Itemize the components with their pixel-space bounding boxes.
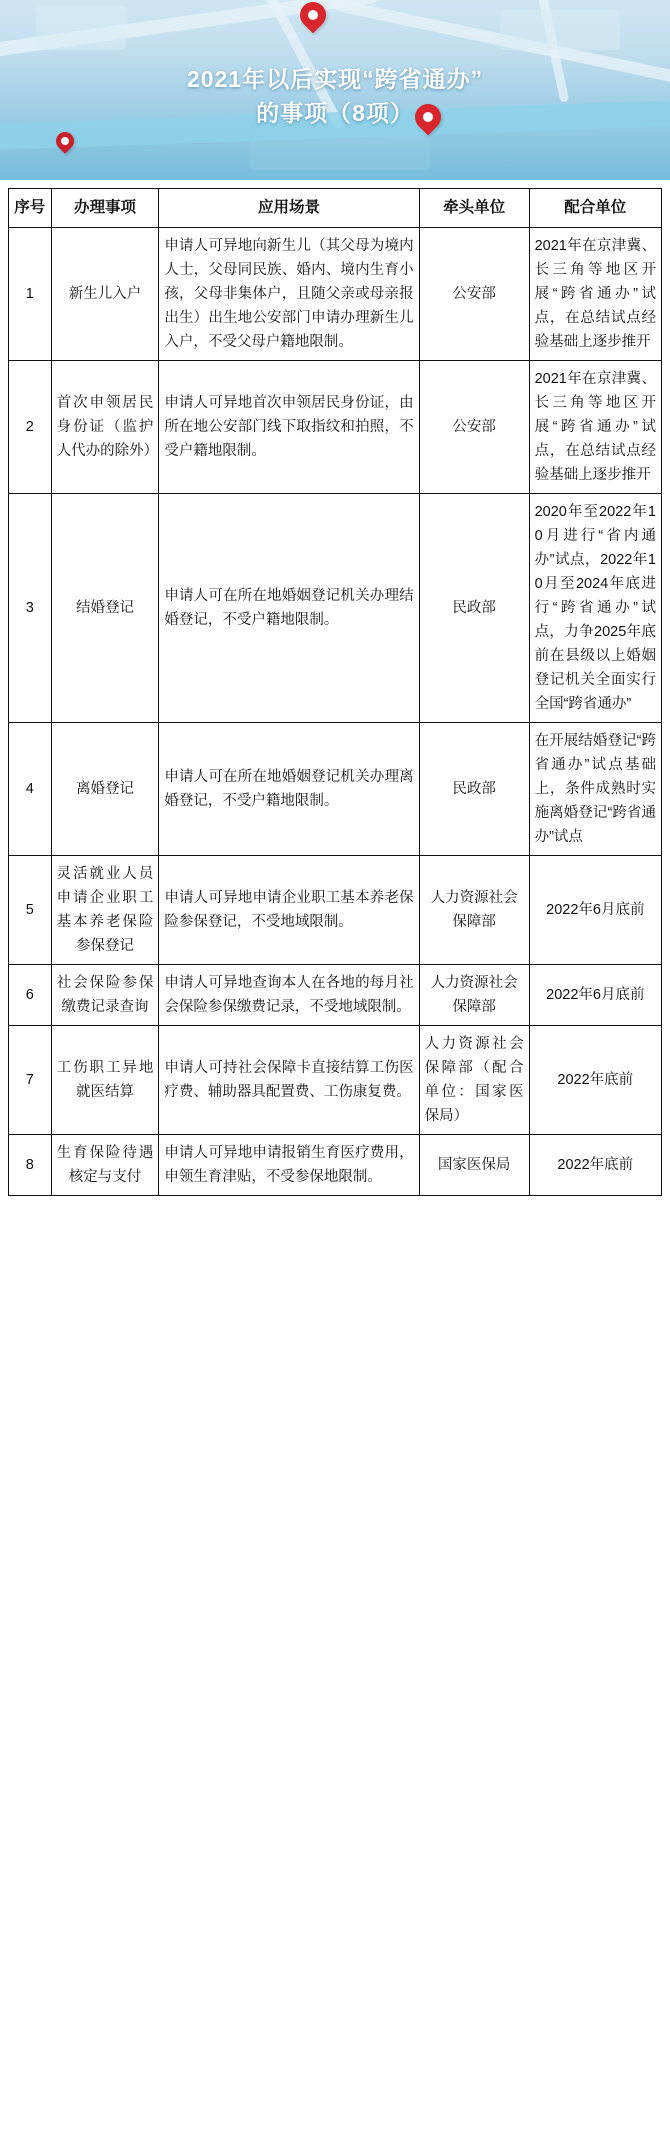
header-banner [0,0,670,180]
cell-no: 8 [9,1135,52,1196]
column-header-coop: 配合单位 [529,189,661,228]
cell-lead: 国家医保局 [419,1135,529,1196]
cell-item: 灵活就业人员申请企业职工基本养老保险参保登记 [51,856,159,965]
banner-title [0,62,670,130]
banner-title-line1: 2021年以后实现“跨省通办” [186,66,484,92]
column-header-lead: 牵头单位 [419,189,529,228]
table-row [9,856,662,965]
map-block-decoration [500,10,620,50]
table-row [9,1135,662,1196]
cell-scene: 申请人可异地首次申领居民身份证，由所在地公安部门线下取指纹和拍照，不受户籍地限制。 [159,361,419,494]
cell-scene: 申请人可异地向新生儿（其父母为境内人士，父母同民族、婚内、境内生育小孩，父母非集体户，且随父亲或母亲报出生）出生地公安部门申请办理新生儿入户，不受父母户籍地限制。 [159,228,419,361]
cell-item: 工伤职工异地就医结算 [51,1026,159,1135]
cell-no: 2 [9,361,52,494]
cell-scene: 申请人可在所在地婚姻登记机关办理结婚登记，不受户籍地限制。 [159,494,419,723]
cell-item: 结婚登记 [51,494,159,723]
cell-scene: 申请人可持社会保障卡直接结算工伤医疗费、辅助器具配置费、工伤康复费。 [159,1026,419,1135]
cell-lead: 人力资源社会保障部（配合单位：国家医保局） [419,1026,529,1135]
cell-lead: 民政部 [419,723,529,856]
banner-title-line2: 的事项（8项） [256,100,414,126]
cell-item: 离婚登记 [51,723,159,856]
table-row [9,723,662,856]
map-block-decoration [36,6,126,50]
cell-coop: 2022年底前 [529,1026,661,1135]
cell-item: 生育保险待遇核定与支付 [51,1135,159,1196]
table-row [9,228,662,361]
cross-province-services-table [8,188,662,1196]
cell-coop: 2022年6月底前 [529,965,661,1026]
cell-coop: 2022年底前 [529,1135,661,1196]
cell-coop: 2021年在京津冀、长三角等地区开展“跨省通办”试点，在总结试点经验基础上逐步推开 [529,361,661,494]
column-header-item: 办理事项 [51,189,159,228]
cell-lead: 公安部 [419,361,529,494]
cell-scene: 申请人可异地申请企业职工基本养老保险参保登记，不受地域限制。 [159,856,419,965]
cell-coop: 2021年在京津冀、长三角等地区开展“跨省通办”试点，在总结试点经验基础上逐步推开 [529,228,661,361]
cell-no: 3 [9,494,52,723]
column-header-no: 序号 [9,189,52,228]
cell-lead: 民政部 [419,494,529,723]
table-row [9,1026,662,1135]
cell-lead: 人力资源社会保障部 [419,856,529,965]
table-row [9,965,662,1026]
cell-item: 新生儿入户 [51,228,159,361]
cell-item: 社会保险参保缴费记录查询 [51,965,159,1026]
table-row [9,494,662,723]
cell-scene: 申请人可异地查询本人在各地的每月社会保险参保缴费记录，不受地域限制。 [159,965,419,1026]
cell-no: 7 [9,1026,52,1135]
cell-lead: 人力资源社会保障部 [419,965,529,1026]
cell-scene: 申请人可在所在地婚姻登记机关办理离婚登记，不受户籍地限制。 [159,723,419,856]
cell-coop: 在开展结婚登记“跨省通办”试点基础上，条件成熟时实施离婚登记“跨省通办”试点 [529,723,661,856]
cell-item: 首次申领居民身份证（监护人代办的除外） [51,361,159,494]
cell-no: 5 [9,856,52,965]
cell-coop: 2020年至2022年10月进行“省内通办”试点，2022年10月至2024年底进行“跨省通办”试点，力争2025年底前在县级以上婚姻登记机关全面实行全国“跨省通办” [529,494,661,723]
table-container [0,180,670,1210]
table-row [9,361,662,494]
cell-no: 1 [9,228,52,361]
cell-coop: 2022年6月底前 [529,856,661,965]
cell-no: 4 [9,723,52,856]
table-header-row [9,189,662,228]
cell-no: 6 [9,965,52,1026]
column-header-scene: 应用场景 [159,189,419,228]
cell-scene: 申请人可异地申请报销生育医疗费用，申领生育津贴，不受参保地限制。 [159,1135,419,1196]
cell-lead: 公安部 [419,228,529,361]
